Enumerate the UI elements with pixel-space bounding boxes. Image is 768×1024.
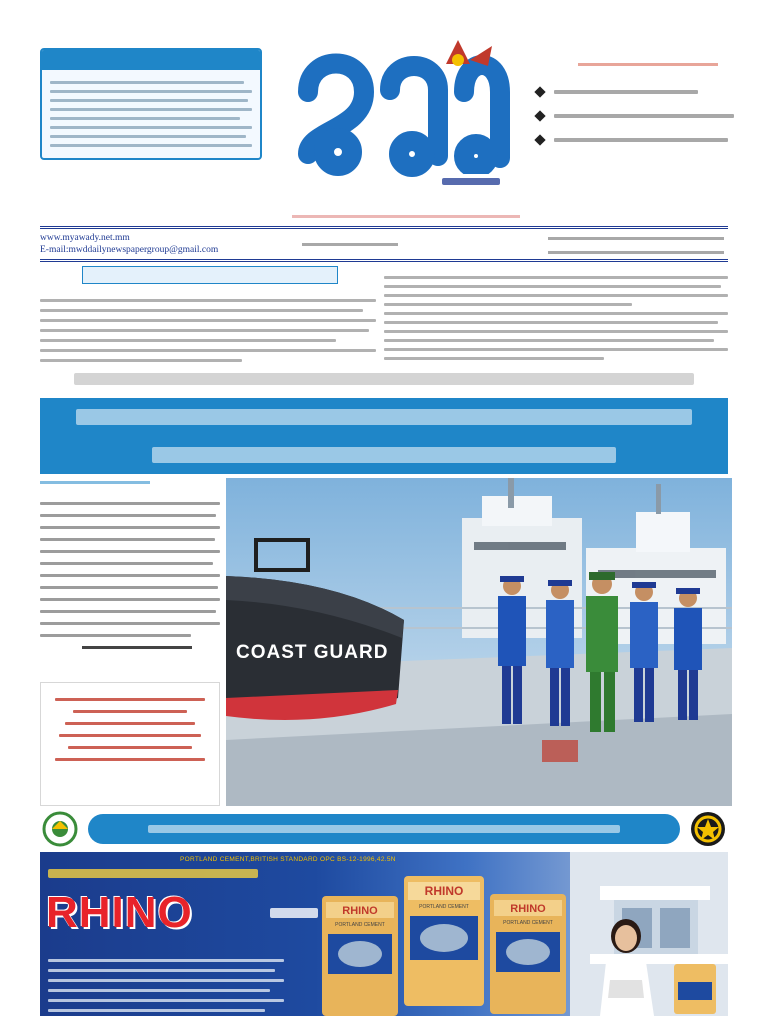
- bullet-icon: [534, 110, 545, 121]
- date-gregorian: [548, 251, 724, 254]
- cement-advertisement: [40, 852, 728, 1016]
- slogan-line: [50, 99, 248, 102]
- story-summary-box: [40, 682, 220, 806]
- bag-subtitle: PORTLAND CEMENT: [335, 922, 385, 928]
- story-dateline: [40, 481, 220, 493]
- masthead-right-item: [536, 128, 744, 152]
- ad-slogan-mark: [48, 869, 258, 878]
- slogan-line: [50, 81, 244, 84]
- bag-brand: RHINO: [510, 903, 546, 915]
- bag-brand: RHINO: [342, 905, 378, 917]
- masthead-right-item: [536, 104, 744, 128]
- lead-headline: [40, 398, 728, 474]
- masthead-right-box: [536, 48, 744, 160]
- cement-bag: [322, 896, 398, 1016]
- slogan-line: [50, 126, 252, 129]
- slogan-line: [50, 135, 246, 138]
- email-link[interactable]: E-mail:mwddailynewspapergroup@gmail.com: [40, 245, 219, 255]
- newspaper-logo: [286, 34, 516, 198]
- announcement-banner: [40, 808, 728, 850]
- bag-subtitle: PORTLAND CEMENT: [419, 904, 469, 910]
- lead-story: [40, 476, 220, 806]
- masthead-tagline: [292, 204, 520, 218]
- slogan-line: [50, 90, 252, 93]
- announcement-mark: [148, 825, 620, 833]
- slogan-box-title: [42, 50, 260, 70]
- website-link[interactable]: www.myawady.net.mm: [40, 233, 130, 243]
- cement-bags: [312, 876, 572, 1016]
- ad-spec-line: PORTLAND CEMENT,BRITISH STANDARD OPC BS-12-1996,42.5N: [180, 856, 396, 863]
- masthead-right-item-text: [554, 138, 728, 142]
- story-continued: [82, 646, 220, 660]
- bullet-icon: [534, 86, 545, 97]
- cement-bag: [404, 876, 484, 1006]
- headline-line-1-mark: [76, 409, 692, 425]
- objectives-left-text: [40, 292, 376, 369]
- ad-brand-suffix: [270, 908, 318, 918]
- objectives-right: [384, 270, 728, 354]
- lead-kicker-line: [74, 373, 694, 385]
- story-dateline-text: [40, 481, 150, 484]
- objectives-title: [82, 266, 338, 284]
- logo-graphic: [286, 34, 516, 198]
- gold-seal-icon: [688, 811, 728, 847]
- objectives-left: [40, 266, 376, 354]
- green-emblem-icon: [40, 811, 80, 847]
- headline-line-2-mark: [152, 447, 616, 463]
- bag-brand: RHINO: [424, 884, 464, 898]
- bag-subtitle: PORTLAND CEMENT: [503, 920, 553, 926]
- bullet-icon: [534, 134, 545, 145]
- boat-coast-guard-text: COAST GUARD: [236, 642, 389, 663]
- cement-bag: [490, 894, 566, 1014]
- masthead-right-item-text: [554, 114, 734, 118]
- slogan-box: [40, 48, 262, 160]
- ad-slogan: [48, 866, 268, 880]
- story-continued-text: [82, 646, 192, 649]
- ad-model-scene: [570, 852, 728, 1016]
- ad-brand-name: RHINO: [46, 888, 193, 937]
- story-body: [40, 502, 220, 637]
- lead-photo: [226, 478, 732, 806]
- slogan-line: [50, 144, 252, 147]
- coast-guard-scene: [226, 478, 732, 806]
- issue-number: [302, 243, 398, 246]
- info-strip: [40, 226, 728, 262]
- masthead-right-heading: [578, 52, 718, 66]
- ad-address-lines: [48, 952, 284, 1016]
- slogan-line: [50, 108, 252, 111]
- announcement-text: [88, 814, 680, 844]
- slogan-box-text: [42, 70, 260, 147]
- date-myanmar: [548, 237, 724, 240]
- slogan-line: [50, 117, 240, 120]
- masthead-right-item: [536, 80, 744, 104]
- masthead-right-item-text: [554, 90, 698, 94]
